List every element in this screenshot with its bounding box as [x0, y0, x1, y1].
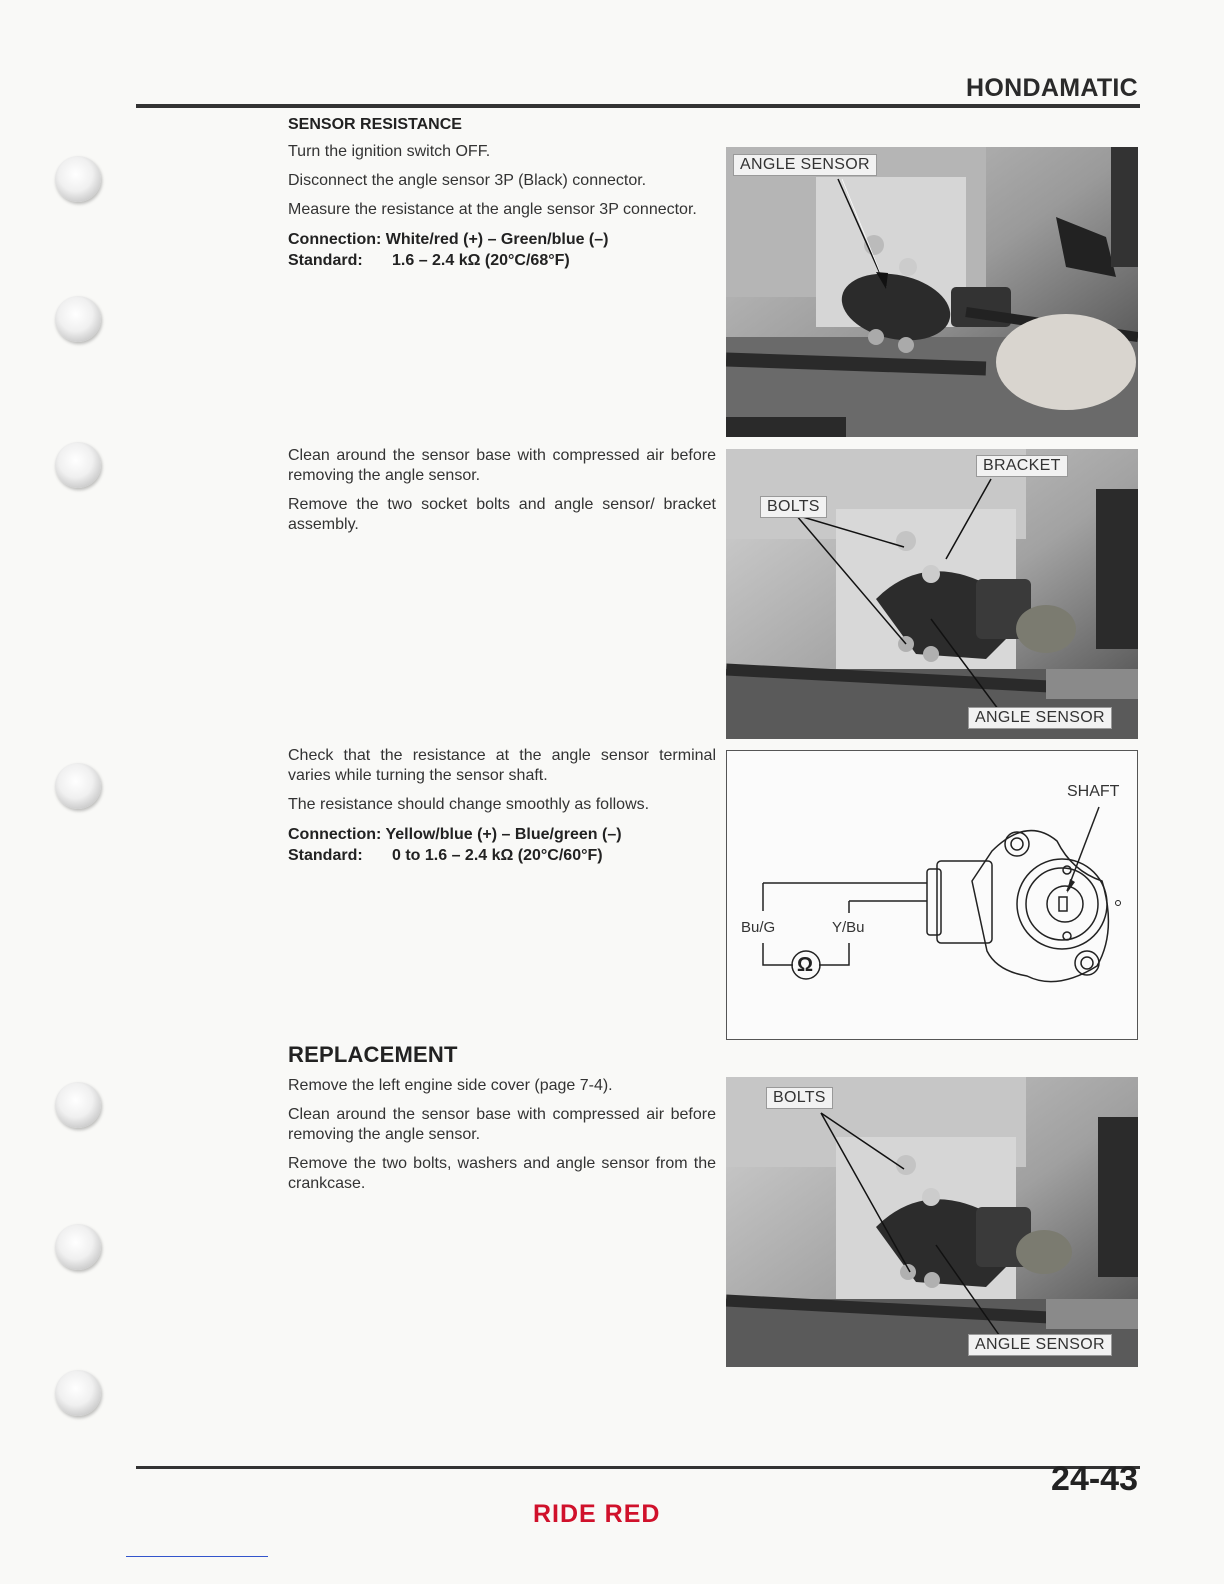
footer-link-underline: [126, 1556, 268, 1557]
binder-punch-hole: [55, 1224, 101, 1270]
bracket-callout: BRACKET: [976, 455, 1068, 477]
angle-sensor-callout: ANGLE SENSOR: [968, 1334, 1112, 1356]
standard-spec: [288, 250, 716, 271]
engine-photo-image: [726, 147, 1138, 437]
angle-sensor-callout: ANGLE SENSOR: [733, 154, 877, 176]
ohmmeter-symbol: Ω: [797, 954, 814, 976]
binder-punch-hole: [55, 1370, 101, 1416]
instruction-step: Remove the two bolts, washers and angle sensor from the crankcase.: [288, 1155, 716, 1192]
page-number: 24-43: [1051, 1460, 1138, 1498]
instruction-step: Measure the resistance at the angle sensor 3P connector.: [288, 201, 697, 218]
sensor-resistance-section: [288, 116, 716, 271]
binder-punch-hole: [55, 296, 101, 342]
standard-label: Standard:: [288, 847, 363, 864]
sensor-resistance-heading: SENSOR RESISTANCE: [288, 116, 462, 133]
engine-photo-image: [726, 449, 1138, 739]
binder-punch-hole: [55, 156, 101, 202]
angle-sensor-callout: ANGLE SENSOR: [968, 707, 1112, 729]
replacement-section: [288, 1042, 716, 1203]
angle-sensor-connector-photo: [726, 147, 1138, 437]
footer-rule: [136, 1466, 1140, 1469]
yellow-blue-wire-label: Y/Bu: [832, 919, 865, 936]
shaft-check-section: [288, 746, 716, 866]
engine-photo-image: [726, 1077, 1138, 1367]
connection-value: White/red (+) – Green/blue (–): [385, 231, 609, 248]
instruction-step: Disconnect the angle sensor 3P (Black) connector.: [288, 172, 647, 189]
section-title: HONDAMATIC: [966, 74, 1138, 102]
instruction-step: Clean around the sensor base with compressed air before removing the angle sensor.: [288, 1106, 716, 1143]
instruction-step: The resistance should change smoothly as follows.: [288, 796, 650, 813]
instruction-step: Check that the resistance at the angle sensor terminal varies while turning the sensor shaft.: [288, 747, 716, 784]
standard-value: 1.6 – 2.4 kΩ (20°C/68°F): [392, 252, 570, 269]
standard-spec: [288, 845, 716, 866]
instruction-step: Turn the ignition switch OFF.: [288, 143, 491, 160]
standard-value: 0 to 1.6 – 2.4 kΩ (20°C/60°F): [392, 847, 603, 864]
shaft-label: SHAFT: [1067, 783, 1120, 800]
footer-brand-logo: RIDE RED: [533, 1500, 661, 1528]
instruction-step: Remove the two socket bolts and angle sensor/ bracket assembly.: [288, 496, 716, 533]
connection-label: Connection:: [288, 826, 382, 843]
header-rule: [136, 104, 1140, 108]
replacement-heading: REPLACEMENT: [288, 1042, 458, 1067]
connection-label: Connection:: [288, 231, 382, 248]
connection-value: Yellow/blue (+) – Blue/green (–): [385, 826, 622, 843]
binder-punch-hole: [55, 1082, 101, 1128]
connection-spec: [288, 229, 716, 250]
angle-sensor-wiring-diagram: [726, 750, 1138, 1040]
bolts-callout: BOLTS: [760, 496, 827, 518]
instruction-step: Clean around the sensor base with compressed air before removing the angle sensor.: [288, 447, 716, 484]
blue-green-wire-label: Bu/G: [741, 919, 776, 936]
replacement-bolts-photo: [726, 1077, 1138, 1367]
standard-label: Standard:: [288, 252, 363, 269]
instruction-step: Remove the left engine side cover (page 7-4).: [288, 1077, 613, 1094]
bracket-bolts-photo: [726, 449, 1138, 739]
binder-punch-hole: [55, 763, 101, 809]
bolts-callout: BOLTS: [766, 1087, 833, 1109]
connection-spec: [288, 824, 716, 845]
removal-section: [288, 446, 716, 544]
binder-punch-hole: [55, 442, 101, 488]
